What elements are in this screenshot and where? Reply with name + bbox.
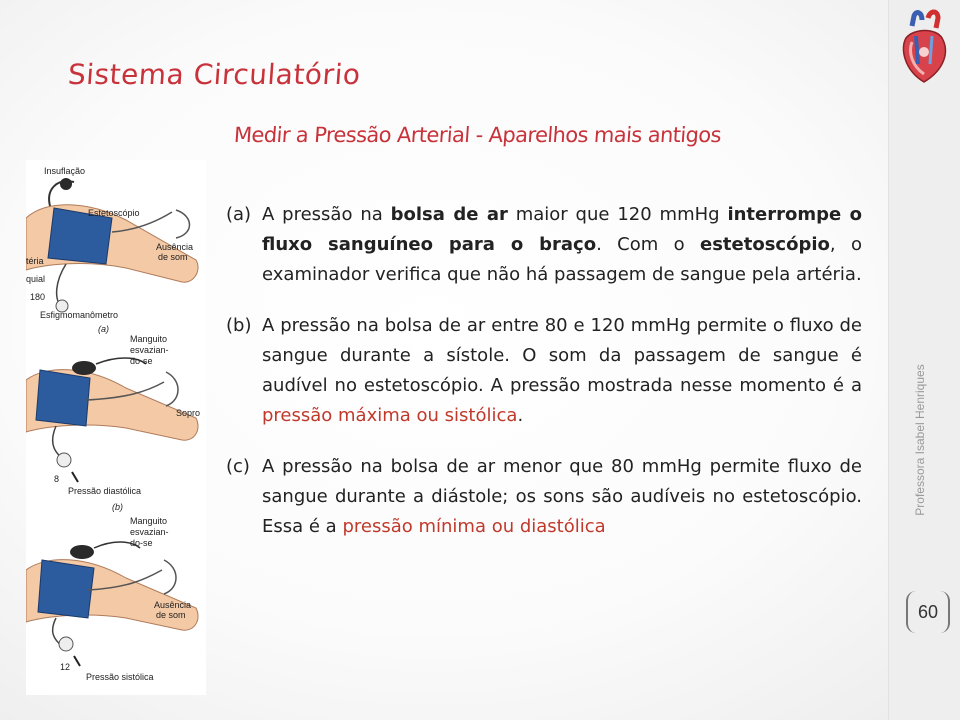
bold-term: bolsa de ar	[390, 204, 508, 225]
highlight-term: pressão mínima ou diastólica	[342, 516, 606, 537]
label-esvazian-c: esvazian-	[130, 527, 169, 537]
label-ausencia-c: Ausência	[154, 600, 192, 610]
label-manguito-c: Manguito	[130, 516, 168, 526]
label-de-som-a: de som	[158, 252, 188, 262]
label-panel-a: (a)	[98, 324, 109, 334]
label-8: 8	[54, 474, 60, 484]
item-text: maior que 120 mmHg	[507, 204, 728, 225]
item-marker: (a)	[226, 204, 252, 225]
bold-term: interrompe o fluxo sanguíneo para o braço	[262, 204, 862, 255]
item-text: A pressão na bolsa de ar entre 80 e 120 mmHg permite o fluxo de sangue durante a sístole. O som da passagem de sangue é audível no estetoscópio. A pressão mostrada nesse momento é a	[262, 315, 862, 396]
heart-icon	[894, 8, 954, 88]
label-de-som-c: de som	[156, 610, 186, 620]
label-esvazian-b: esvazian-	[130, 345, 169, 355]
label-manguito-b: Manguito	[130, 334, 168, 344]
author-credit: Professora Isabel Henriques	[913, 364, 927, 516]
label-do-se-b: do-se	[130, 356, 153, 366]
item-marker: (b)	[226, 315, 252, 336]
label-panel-b: (b)	[112, 502, 123, 512]
blood-pressure-illustration	[26, 160, 206, 695]
page-number: 60	[906, 591, 950, 633]
content-list	[226, 200, 862, 563]
label-12: 12	[60, 662, 71, 672]
item-text: A pressão na bolsa de ar menor que 80 mmHg permite fluxo de sangue durante a diástole; os sons são audíveis no estetoscópio. Essa é a	[262, 456, 862, 537]
item-text: .	[517, 405, 524, 426]
item-text: , o examinador verifica que não há passagem de sangue pela artéria.	[262, 234, 862, 285]
highlight-term: pressão máxima ou sistólica	[262, 405, 518, 426]
list-item-a	[226, 200, 862, 290]
list-item-c	[226, 452, 862, 542]
label-esfigmomanometro: Esfigmomanômetro	[40, 310, 119, 320]
label-ausencia-a: Ausência	[156, 242, 194, 252]
label-180: 180	[30, 292, 46, 302]
item-text: . Com o	[596, 234, 700, 255]
slide-title: Sistema Circulatório	[66, 58, 362, 91]
list-item-b	[226, 311, 862, 431]
slide-subtitle: Medir a Pressão Arterial - Aparelhos mais antigos	[233, 123, 722, 147]
label-arteria: téria	[26, 256, 44, 266]
label-quial: quial	[26, 274, 46, 284]
label-sopro: Sopro	[176, 408, 201, 418]
label-estetoscopio: Estetoscópio	[88, 208, 140, 218]
label-pressao-diastolica: Pressão diastólica	[68, 486, 142, 496]
item-text: A pressão na	[262, 204, 391, 225]
label-do-se-c: do-se	[130, 538, 153, 548]
label-pressao-sistolica: Pressão sistólica	[86, 672, 154, 682]
bold-term: estetoscópio	[700, 234, 830, 255]
item-marker: (c)	[226, 456, 250, 477]
label-insuflacao: Insuflação	[44, 166, 86, 176]
